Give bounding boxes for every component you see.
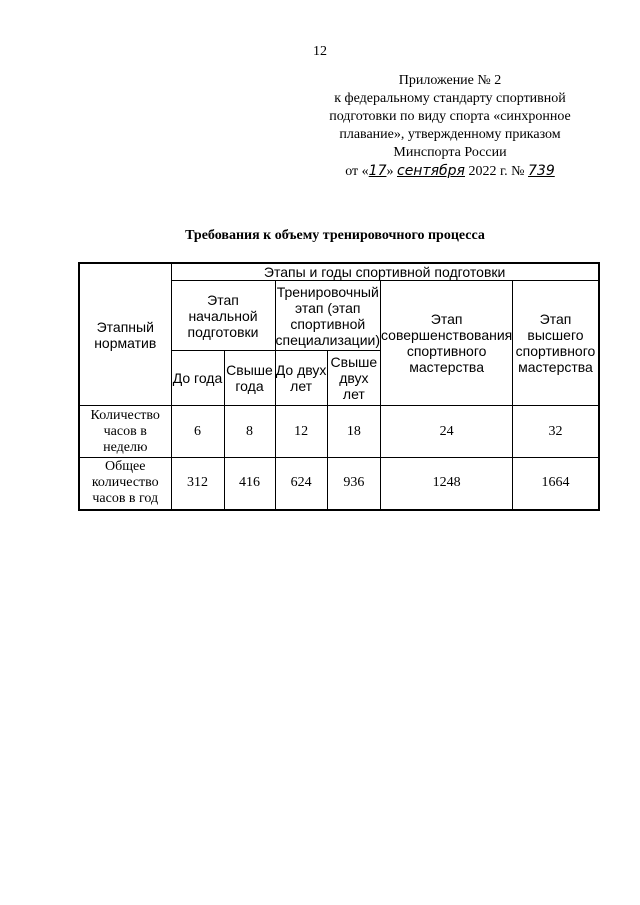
document-title: Требования к объему тренировочного процесса bbox=[185, 228, 485, 243]
table-cell: 32 bbox=[513, 406, 599, 458]
stage-higher-header: Этап высшего спортивного мастерства bbox=[513, 281, 599, 406]
table-cell: 12 bbox=[275, 406, 327, 458]
table-cell: 1664 bbox=[513, 458, 599, 510]
table-cell: 24 bbox=[381, 406, 513, 458]
appendix-line-4: плавание», утвержденному приказом bbox=[339, 127, 561, 142]
table-cell: 18 bbox=[327, 406, 380, 458]
table-cell: 1248 bbox=[381, 458, 513, 510]
table-cell: 312 bbox=[171, 458, 224, 510]
table-row bbox=[79, 406, 599, 458]
corner-header: Этапный норматив bbox=[79, 263, 171, 406]
appendix-line-3: подготовки по виду спорта «синхронное bbox=[329, 109, 571, 124]
appendix-title: Приложение № 2 bbox=[398, 73, 502, 88]
subheader-over-year: Свыше года bbox=[224, 351, 275, 406]
date-mid: » bbox=[386, 164, 394, 179]
subheader-until-year: До года bbox=[171, 351, 224, 406]
appendix-date-line bbox=[300, 162, 600, 181]
group-header: Этапы и годы спортивной подготовки bbox=[171, 263, 599, 281]
appendix-line-5: Минспорта России bbox=[393, 145, 507, 160]
date-day: 17 bbox=[368, 163, 387, 179]
table-cell: 6 bbox=[171, 406, 224, 458]
stage-initial-header: Этап начальной подготовки bbox=[171, 281, 275, 351]
stage-improvement-header: Этап совершенствования спортивного мастерства bbox=[381, 281, 513, 406]
stage-training-header: Тренировочный этап (этап спортивной специализации) bbox=[275, 281, 381, 351]
row-label: Общее количество часов в год bbox=[79, 458, 171, 510]
subheader-over-two-years: Свыше двух лет bbox=[327, 351, 380, 406]
subheader-until-two-years: До двух лет bbox=[275, 351, 327, 406]
date-prefix: от « bbox=[345, 164, 369, 179]
table-cell: 936 bbox=[327, 458, 380, 510]
table-cell: 8 bbox=[224, 406, 275, 458]
order-number: 739 bbox=[528, 163, 555, 179]
table-cell: 624 bbox=[275, 458, 327, 510]
date-suffix: 2022 г. № bbox=[468, 164, 525, 179]
appendix-block bbox=[300, 72, 600, 181]
appendix-line-2: к федеральному стандарту спортивной bbox=[334, 91, 566, 106]
table-cell: 416 bbox=[224, 458, 275, 510]
page-number: 12 bbox=[313, 44, 327, 59]
date-month: сентября bbox=[397, 163, 465, 179]
table-row bbox=[79, 458, 599, 510]
requirements-table bbox=[78, 262, 600, 511]
row-label: Количество часов в неделю bbox=[79, 406, 171, 458]
